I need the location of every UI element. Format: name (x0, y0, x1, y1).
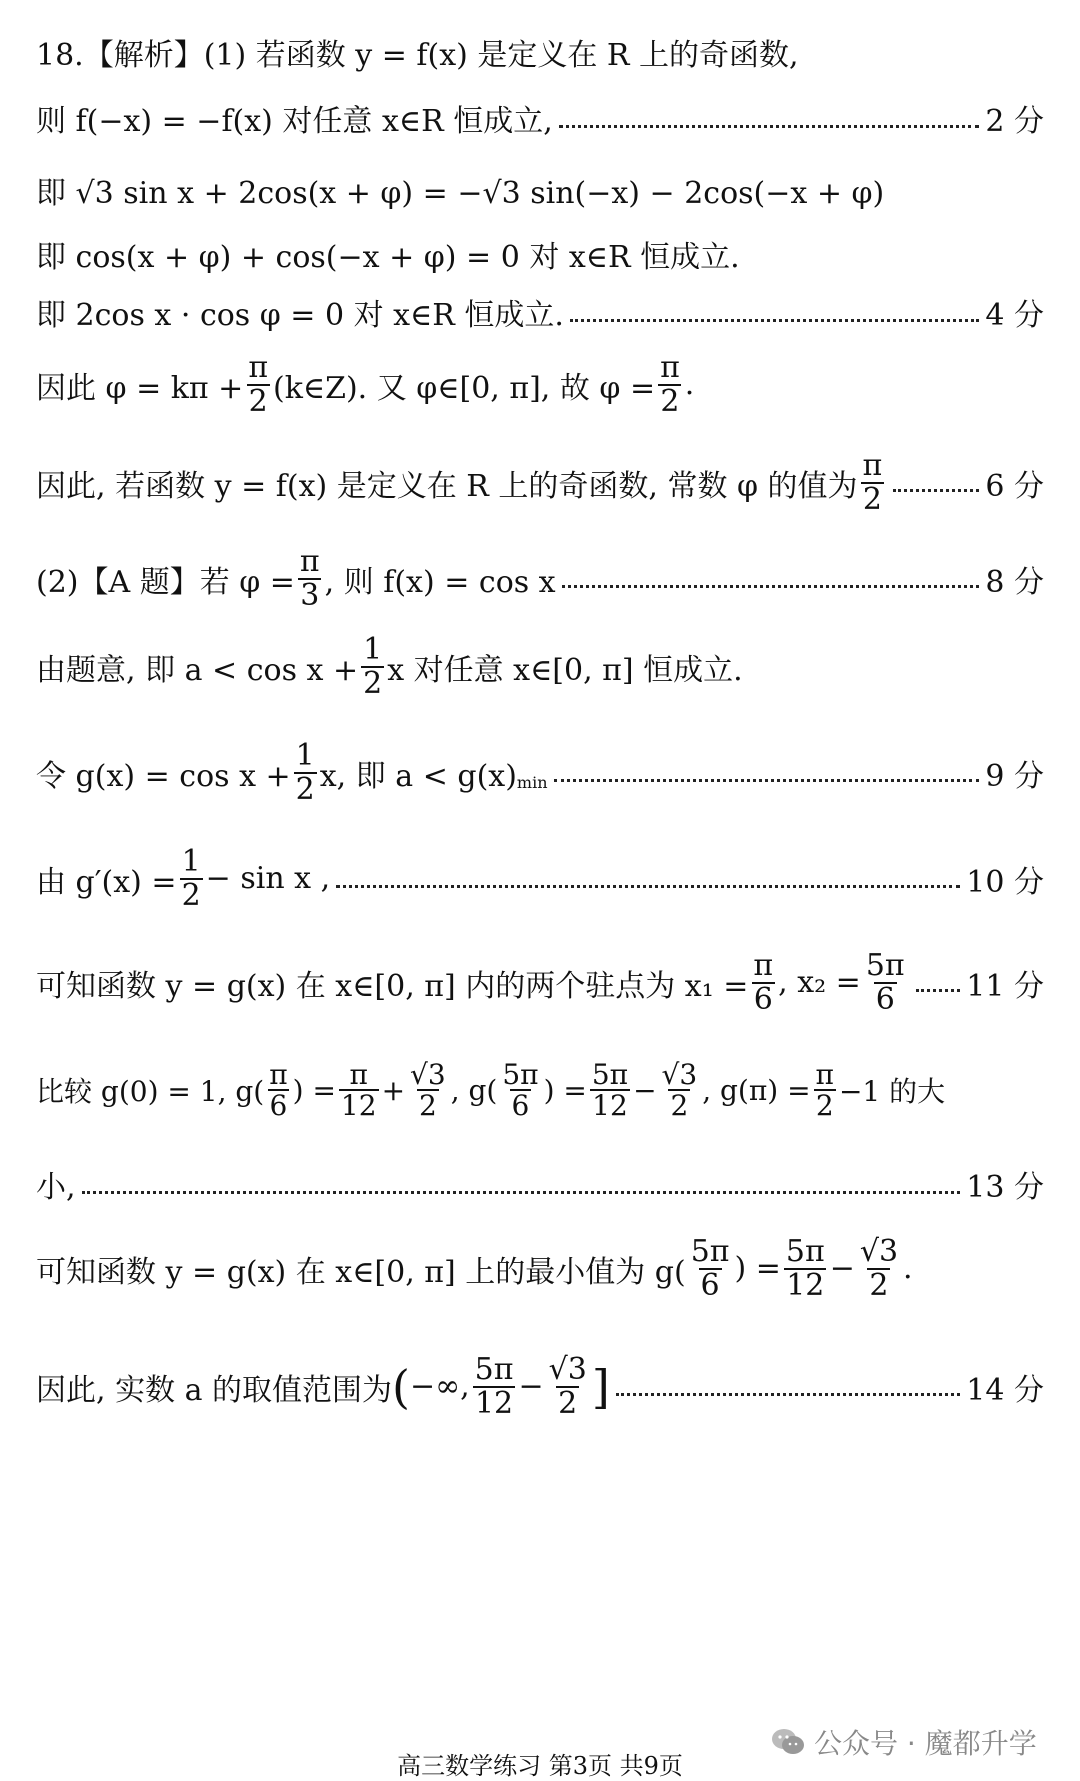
denominator: 2 (815, 1089, 834, 1123)
line-10a: 令 g(x) = cos x + (36, 758, 291, 794)
line-5 (36, 290, 1044, 334)
leader-dots (893, 489, 979, 492)
line-15c: − (829, 1251, 855, 1286)
numerator: √3 (410, 1058, 446, 1091)
line-1 (36, 30, 1044, 74)
page-footer: 高三数学练习 第3页 共9页 (397, 1752, 683, 1780)
fraction-5pi-over-6 (500, 1060, 540, 1121)
line-16c: − (518, 1369, 544, 1404)
leader-dots (559, 125, 980, 128)
line-1-text: 18.【解析】(1) 若函数 y = f(x) 是定义在 R 上的奇函数, (36, 38, 799, 73)
numerator: π (299, 544, 320, 579)
score-8: 8 分 (985, 564, 1044, 600)
fraction-5pi-over-6 (864, 950, 907, 1015)
leader-dots (82, 1191, 961, 1194)
line-13e: ) = (543, 1073, 587, 1107)
line-11b: − sin x , (205, 861, 331, 896)
line-11 (36, 846, 1044, 911)
numerator: π (753, 948, 774, 983)
subscript-min: min (516, 773, 548, 792)
fraction-pi-over-2 (814, 1060, 836, 1121)
line-10b: x, 即 a < g(x) (319, 758, 517, 794)
numerator: 1 (295, 738, 315, 773)
numerator: 5π (474, 1352, 514, 1387)
fraction-pi-over-2 (246, 352, 270, 417)
denominator: 2 (363, 665, 383, 701)
line-2 (36, 96, 1044, 140)
fraction-1-over-2 (294, 740, 317, 805)
line-13f: − (633, 1073, 657, 1107)
line-3 (36, 168, 1044, 212)
numerator: 1 (363, 632, 383, 667)
score-4: 4 分 (985, 298, 1044, 333)
line-12a: 可知函数 y = g(x) 在 x∈[0, π] 内的两个驻点为 x₁ = (36, 968, 749, 1004)
score-10: 10 分 (966, 864, 1044, 900)
leader-dots (562, 585, 980, 588)
numerator: π (269, 1058, 288, 1091)
line-14 (36, 1162, 1044, 1206)
denominator: 6 (875, 981, 895, 1017)
line-16 (36, 1354, 1044, 1419)
denominator: 2 (670, 1089, 689, 1123)
fraction-sqrt3-over-2 (547, 1354, 589, 1419)
line-9 (36, 634, 1044, 699)
right-bracket: ] (591, 1359, 610, 1414)
line-8 (36, 546, 1044, 611)
numerator: π (349, 1058, 368, 1091)
numerator: π (660, 350, 680, 385)
numerator: √3 (548, 1352, 587, 1387)
line-6b: (k∈Z). 又 φ∈[0, π], 故 φ = (273, 370, 656, 406)
line-14a: 小, (36, 1170, 76, 1205)
score-9: 9 分 (985, 758, 1044, 794)
numerator: π (862, 448, 883, 483)
fraction-sqrt3-over-2 (408, 1060, 448, 1121)
numerator: π (248, 350, 269, 385)
fraction-5pi-over-12 (590, 1060, 630, 1121)
line-13a: 比较 g(0) = 1, g( (36, 1075, 265, 1109)
line-5-text: 即 2cos x · cos φ = 0 对 x∈R 恒成立. (36, 298, 564, 333)
line-13g: , g(π) = (702, 1073, 811, 1107)
line-6c: . (684, 367, 695, 402)
denominator: 12 (340, 1089, 377, 1123)
numerator: 5π (785, 1234, 825, 1269)
leader-dots (336, 885, 960, 888)
fraction-pi-over-2 (861, 450, 885, 515)
numerator: √3 (859, 1234, 899, 1269)
line-9b: x 对任意 x∈[0, π] 恒成立. (387, 652, 743, 688)
denominator: 2 (660, 383, 680, 419)
line-13h: −1 的大 (838, 1075, 946, 1109)
line-7 (36, 450, 1044, 515)
numerator: 5π (502, 1058, 539, 1091)
line-12b: , x₂ = (778, 965, 861, 1000)
leader-dots (916, 989, 961, 992)
line-4 (36, 232, 1044, 276)
score-11: 11 分 (966, 968, 1044, 1004)
numerator: 5π (865, 948, 905, 983)
line-11a: 由 g′(x) = (36, 864, 177, 900)
line-2-text: 则 f(−x) = −f(x) 对任意 x∈R 恒成立, (36, 104, 553, 139)
fraction-pi-over-6 (751, 950, 775, 1015)
line-12 (36, 950, 1044, 1015)
line-8b: , 则 f(x) = cos x (324, 564, 556, 600)
numerator: 5π (690, 1234, 730, 1269)
line-3-text: 即 √3 sin x + 2cos(x + φ) = −√3 sin(−x) − 2cos(−x + φ) (36, 176, 885, 211)
denominator: 2 (869, 1267, 889, 1303)
leader-dots (554, 779, 980, 782)
denominator: 12 (592, 1089, 628, 1123)
denominator: 2 (418, 1089, 437, 1123)
line-9a: 由题意, 即 a < cos x + (36, 652, 359, 688)
line-13c: + (381, 1073, 406, 1107)
fraction-sqrt3-over-2 (858, 1236, 900, 1301)
line-15 (36, 1236, 1044, 1301)
leader-dots (616, 1393, 961, 1396)
denominator: 6 (700, 1267, 720, 1303)
denominator: 2 (248, 383, 268, 419)
score-6: 6 分 (985, 468, 1044, 504)
left-parenthesis: ( (392, 1359, 410, 1414)
line-10 (36, 740, 1044, 805)
numerator: √3 (661, 1058, 698, 1091)
fraction-1-over-2 (180, 846, 203, 911)
denominator: 2 (181, 877, 201, 913)
line-13 (36, 1060, 1044, 1121)
denominator: 6 (753, 981, 773, 1017)
line-7-text: 因此, 若函数 y = f(x) 是定义在 R 上的奇函数, 常数 φ 的值为 (36, 468, 858, 504)
fraction-pi-over-3 (298, 546, 322, 611)
fraction-sqrt3-over-2 (660, 1060, 700, 1121)
denominator: 12 (786, 1267, 825, 1303)
denominator: 12 (474, 1385, 514, 1421)
fraction-pi-over-6 (267, 1060, 289, 1121)
denominator: 2 (558, 1385, 578, 1421)
denominator: 2 (295, 771, 315, 807)
line-6 (36, 352, 1044, 417)
fraction-pi-over-2 (658, 352, 682, 417)
watermark-text: 公众号 · 魔都升学 (814, 1727, 1037, 1760)
line-15a: 可知函数 y = g(x) 在 x∈[0, π] 上的最小值为 g( (36, 1254, 686, 1290)
fraction-5pi-over-12 (784, 1236, 827, 1301)
line-16a: 因此, 实数 a 的取值范围为 (36, 1372, 393, 1408)
fraction-1-over-2 (361, 634, 384, 699)
numerator: π (815, 1058, 834, 1091)
line-13d: , g( (450, 1073, 498, 1107)
line-6a: 因此 φ = kπ + (36, 370, 244, 406)
fraction-5pi-over-6 (689, 1236, 732, 1301)
score-13: 13 分 (966, 1170, 1044, 1205)
line-15b: ) = (734, 1251, 781, 1286)
line-16b: −∞, (409, 1369, 470, 1404)
denominator: 3 (300, 577, 320, 613)
line-15d: . (903, 1251, 913, 1286)
numerator: 1 (181, 844, 201, 879)
fraction-pi-over-12 (339, 1060, 379, 1121)
score-14: 14 分 (966, 1372, 1044, 1408)
numerator: 5π (591, 1058, 629, 1091)
line-13b: ) = (292, 1073, 336, 1107)
leader-dots (570, 319, 979, 322)
score-2: 2 分 (985, 104, 1044, 139)
line-4-text: 即 cos(x + φ) + cos(−x + φ) = 0 对 x∈R 恒成立. (36, 240, 740, 275)
denominator: 2 (862, 481, 882, 517)
denominator: 6 (511, 1089, 530, 1123)
line-8a: (2)【A 题】若 φ = (36, 564, 295, 600)
denominator: 6 (269, 1089, 288, 1123)
fraction-5pi-over-12 (473, 1354, 516, 1419)
